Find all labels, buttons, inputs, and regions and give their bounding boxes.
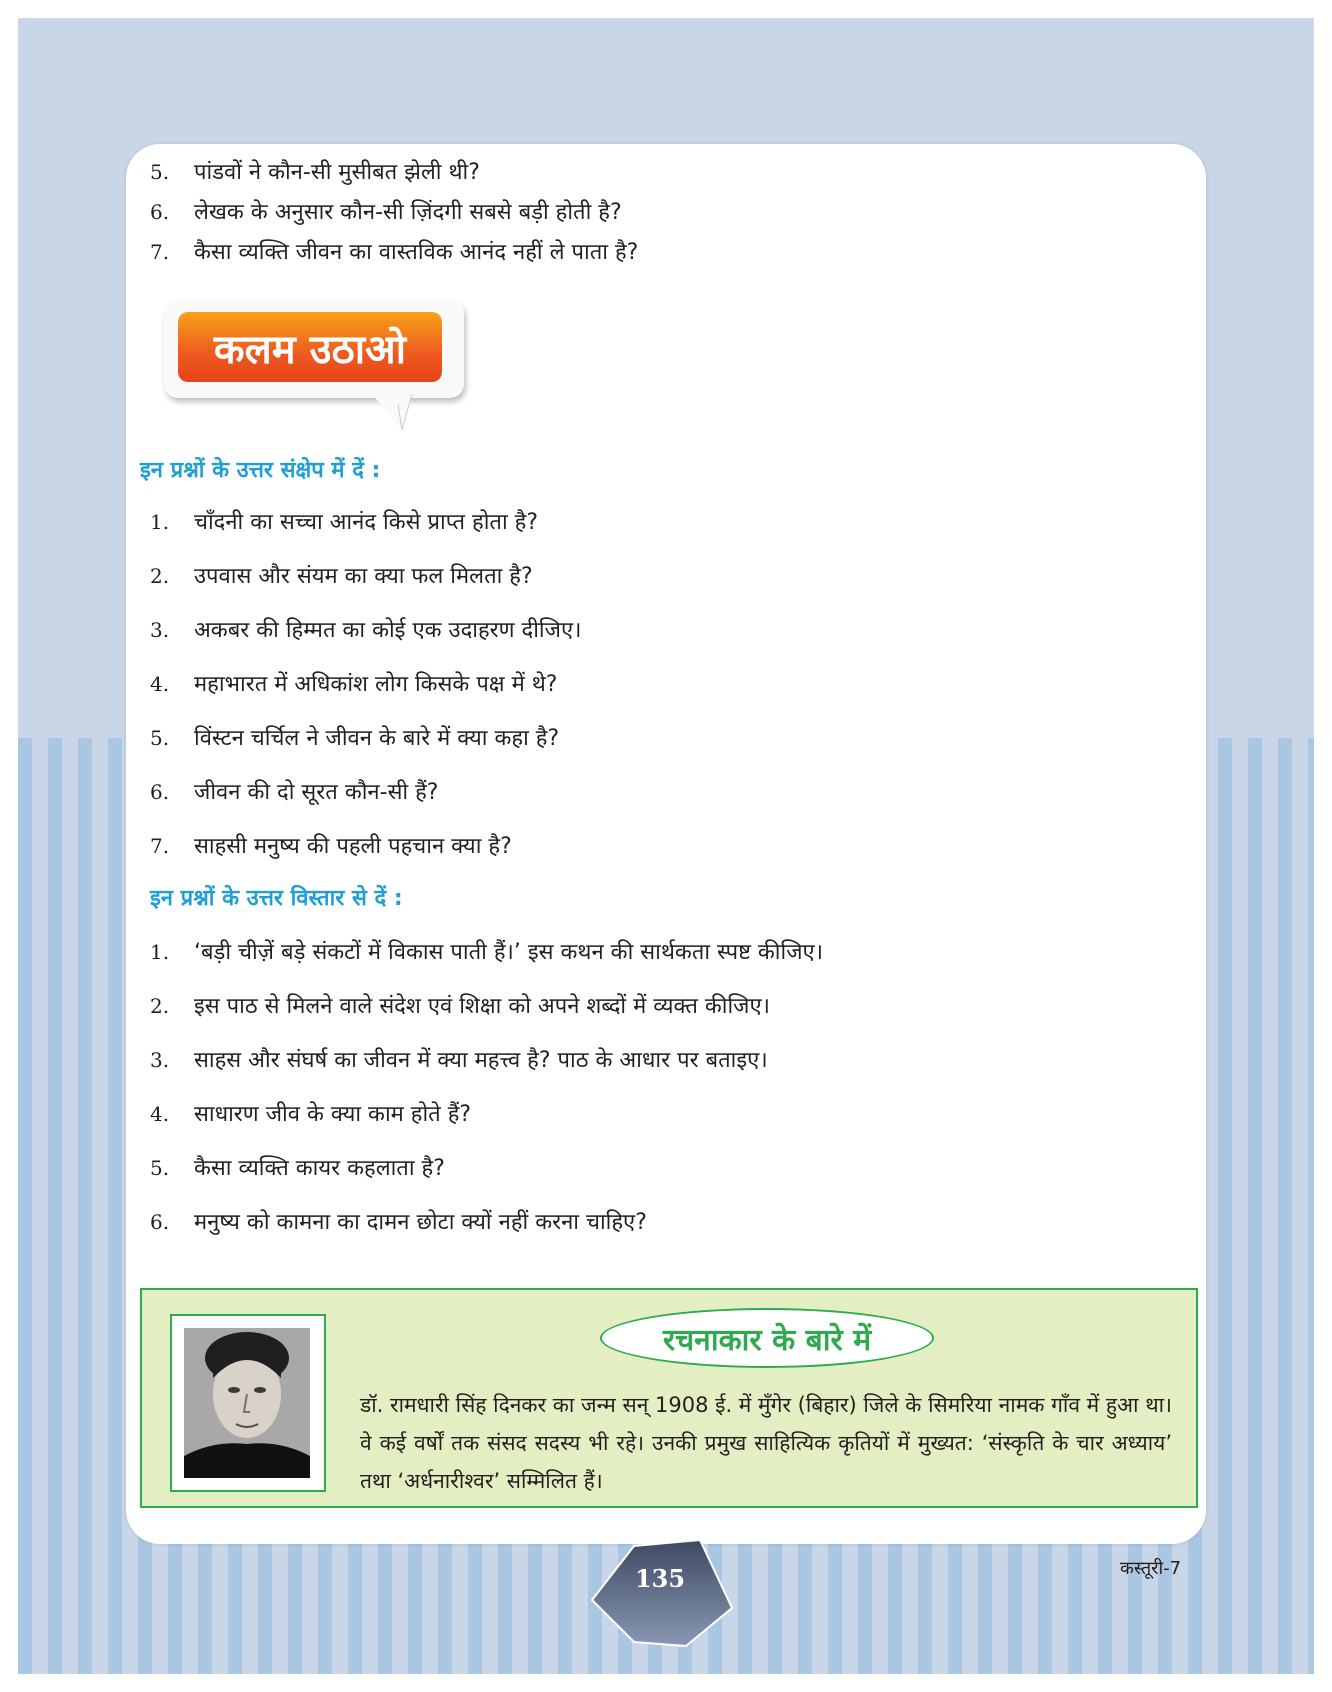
question-text: विंस्टन चर्चिल ने जीवन के बारे में क्या कहा है? xyxy=(194,726,560,751)
list-item xyxy=(150,506,538,536)
page-number-shape xyxy=(590,1538,736,1648)
about-author-title: रचनाकार के बारे में xyxy=(600,1308,934,1368)
question-number: 2. xyxy=(150,564,170,588)
question-text: अकबर की हिम्मत का कोई एक उदाहरण दीजिए। xyxy=(194,618,582,643)
question-number: 5. xyxy=(150,726,170,750)
list-item xyxy=(150,990,770,1020)
question-number: 6. xyxy=(150,200,170,224)
question-text: महाभारत में अधिकांश लोग किसके पक्ष में थे? xyxy=(194,672,558,697)
question-number: 3. xyxy=(150,1048,170,1072)
badge-label: कलम उठाओ xyxy=(178,312,442,382)
page-number-badge xyxy=(590,1538,736,1648)
list-item xyxy=(150,1152,445,1182)
list-item xyxy=(150,1098,471,1128)
portrait-icon xyxy=(184,1328,310,1478)
question-number: 1. xyxy=(150,940,170,964)
list-item xyxy=(150,1044,768,1074)
list-item xyxy=(150,1206,647,1236)
list-item xyxy=(150,776,439,806)
about-author-text: डॉ. रामधारी सिंह दिनकर का जन्म सन् 1908 ई. में मुँगेर (बिहार) जिले के सिमरिया नामक गाँव में हुआ था। वे कई वर्षों तक संसद सदस्य भी रहे। उनकी प्रमुख साहित्यिक कृतियों में मुख्यत: ‘संस्कृति के चार अध्याय’ तथा ‘अर्धनारीश्वर’ सम्मिलित हैं। xyxy=(360,1393,1173,1493)
question-number: 7. xyxy=(150,240,170,264)
list-item xyxy=(150,196,622,226)
question-number: 6. xyxy=(150,1210,170,1234)
list-item xyxy=(150,560,533,590)
book-label: कस्तूरी-7 xyxy=(1120,1558,1182,1579)
question-text: ‘बड़ी चीज़ें बड़े संकटों में विकास पाती हैं।’ इस कथन की सार्थकता स्पष्ट कीजिए। xyxy=(194,940,824,965)
question-number: 5. xyxy=(150,160,170,184)
list-item xyxy=(150,614,581,644)
question-text: उपवास और संयम का क्या फल मिलता है? xyxy=(194,564,533,589)
about-author-box xyxy=(140,1288,1198,1508)
question-number: 6. xyxy=(150,780,170,804)
page-number: 135 xyxy=(634,1564,686,1593)
author-photo xyxy=(184,1328,310,1478)
kalam-uthao-badge xyxy=(164,300,474,430)
question-number: 7. xyxy=(150,834,170,858)
list-item xyxy=(150,156,480,186)
question-number: 2. xyxy=(150,994,170,1018)
list-item xyxy=(150,830,512,860)
list-item xyxy=(150,668,557,698)
badge-frame xyxy=(164,300,464,398)
author-photo-frame xyxy=(170,1314,326,1492)
question-text: पांडवों ने कौन-सी मुसीबत झेली थी? xyxy=(194,160,480,185)
question-number: 4. xyxy=(150,672,170,696)
question-text: चाँदनी का सच्चा आनंद किसे प्राप्त होता है? xyxy=(194,510,538,535)
question-text: कैसा व्यक्ति कायर कहलाता है? xyxy=(194,1156,445,1181)
list-item xyxy=(150,936,823,966)
question-text: साधारण जीव के क्या काम होते हैं? xyxy=(194,1102,472,1127)
speech-tail-icon xyxy=(372,394,432,434)
question-text: कैसा व्यक्ति जीवन का वास्तविक आनंद नहीं ले पाता है? xyxy=(194,240,639,265)
question-number: 4. xyxy=(150,1102,170,1126)
long-answer-heading: इन प्रश्नों के उत्तर विस्तार से दें : xyxy=(150,886,403,911)
question-number: 3. xyxy=(150,618,170,642)
question-text: इस पाठ से मिलने वाले संदेश एवं शिक्षा को अपने शब्दों में व्यक्त कीजिए। xyxy=(194,994,770,1019)
question-text: साहसी मनुष्य की पहली पहचान क्या है? xyxy=(194,834,512,859)
question-number: 5. xyxy=(150,1156,170,1180)
question-text: लेखक के अनुसार कौन-सी ज़िंदगी सबसे बड़ी होती है? xyxy=(194,200,622,225)
list-item xyxy=(150,722,559,752)
list-item xyxy=(150,236,638,266)
question-text: साहस और संघर्ष का जीवन में क्या महत्त्व है? पाठ के आधार पर बताइए। xyxy=(194,1048,768,1073)
question-number: 1. xyxy=(150,510,170,534)
question-text: मनुष्य को कामना का दामन छोटा क्यों नहीं करना चाहिए? xyxy=(194,1210,647,1235)
question-text: जीवन की दो सूरत कौन-सी हैं? xyxy=(194,780,439,805)
short-answer-heading: इन प्रश्नों के उत्तर संक्षेप में दें : xyxy=(140,458,381,483)
